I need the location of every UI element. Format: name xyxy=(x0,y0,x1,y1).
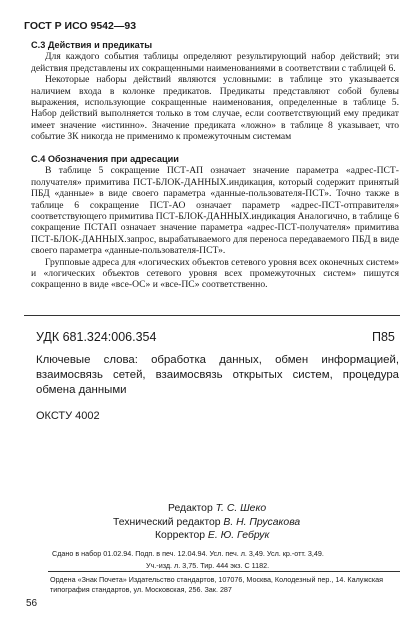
credit-editor xyxy=(168,503,266,514)
udk-code: УДК 681.324:006.354 xyxy=(36,330,157,344)
group-code: П85 xyxy=(372,330,395,344)
credit-name: В. Н. Прусакова xyxy=(223,517,301,528)
page-number: 56 xyxy=(26,598,38,609)
divider xyxy=(48,571,400,572)
okstu-code: ОКСТУ 4002 xyxy=(36,410,100,422)
credit-name: Т. С. Шеко xyxy=(215,503,267,514)
publisher-order: Ордена «Знак Почета» Издательство стандартов, 107076, Москва, Колодезный пер., 14. Калужская типография стандартов, ул. Московская, 256. Зак. 287 xyxy=(50,575,384,594)
divider xyxy=(24,315,400,316)
credit-name: Е. Ю. Гебрук xyxy=(207,530,270,541)
credit-corrector xyxy=(155,530,269,541)
running-header: ГОСТ Р ИСО 9542—93 xyxy=(24,20,137,32)
paragraph: Некоторые наборы действий являются условными: в таблице это указывается наличием входа в колонке предикатов. Предикаты представляют собой булевы выражения, использующие сокращенные наименования, определенные в таблице 5. Набор действий выполняется только в том случае, если соответствующий ему предикат имеет значение «истинно». Значение предиката «ложно» в таблице 8 указывает, что событие ЗК никогда не применимо к промежуточным системам xyxy=(31,74,399,143)
credit-label: Технический редактор xyxy=(113,517,221,528)
section-c3 xyxy=(31,40,399,143)
section-title: C.4 Обозначения при адресации xyxy=(31,154,179,164)
section-c4 xyxy=(31,154,399,291)
paragraph: Для каждого события таблицы определяют результирующий набор действий; эти действия представлены их сокращенными наименованиями в соответствии с таблицей 6. xyxy=(31,51,399,74)
imprint-line: Уч.-изд. л. 3,75. Тир. 444 экз. С 1182. xyxy=(146,561,270,570)
credit-label: Редактор xyxy=(168,503,213,514)
section-title: C.3 Действия и предикаты xyxy=(31,40,153,50)
paragraph: Групповые адреса для «логических объектов сетевого уровня всех оконечных систем» и «логических объектов сетевого уровня всех промежуточных систем» пишутся сокращенно в виде «все-ОС» и «все-ПС» соответственно. xyxy=(31,256,399,291)
paragraph: В таблице 5 сокращение ПСТ-АП означает значение параметра «адрес-ПСТ-получателя» примитива ПСТ-БЛОК-ДАННЫХ.индикация, который содержит принятый ПБД «данные» в виде своего параметра «данные-пользователя-ПСТ». Точно также в таблице 6 сокращение ПСТ-АО означает параметр «адрес-ПСТ-отправителя» соответствующего примитива ПСТ-БЛОК-ДАННЫХ.индикация Аналогично, в таблице 6 сокращение ПСТАП означает значение параметра «адрес-ПСТ-получателя» примитива ПСТ-БЛОК-ДАННЫХ.запрос, вырабатываемого для переноса передаваемого ПБД в виде своего параметра «данные-пользователя-ПСТ». xyxy=(31,165,399,257)
credit-label: Корректор xyxy=(155,530,206,541)
credit-tech-editor xyxy=(113,517,300,528)
keywords: Ключевые слова: обработка данных, обмен информацией, взаимосвязь сетей, взаимосвязь открытых систем, процедура обмена данными xyxy=(36,354,399,396)
imprint-line: Сдано в набор 01.02.94. Подп. в печ. 12.04.94. Усл. печ. л. 3,49. Усл. кр.-отт. 3,49. xyxy=(52,549,324,558)
